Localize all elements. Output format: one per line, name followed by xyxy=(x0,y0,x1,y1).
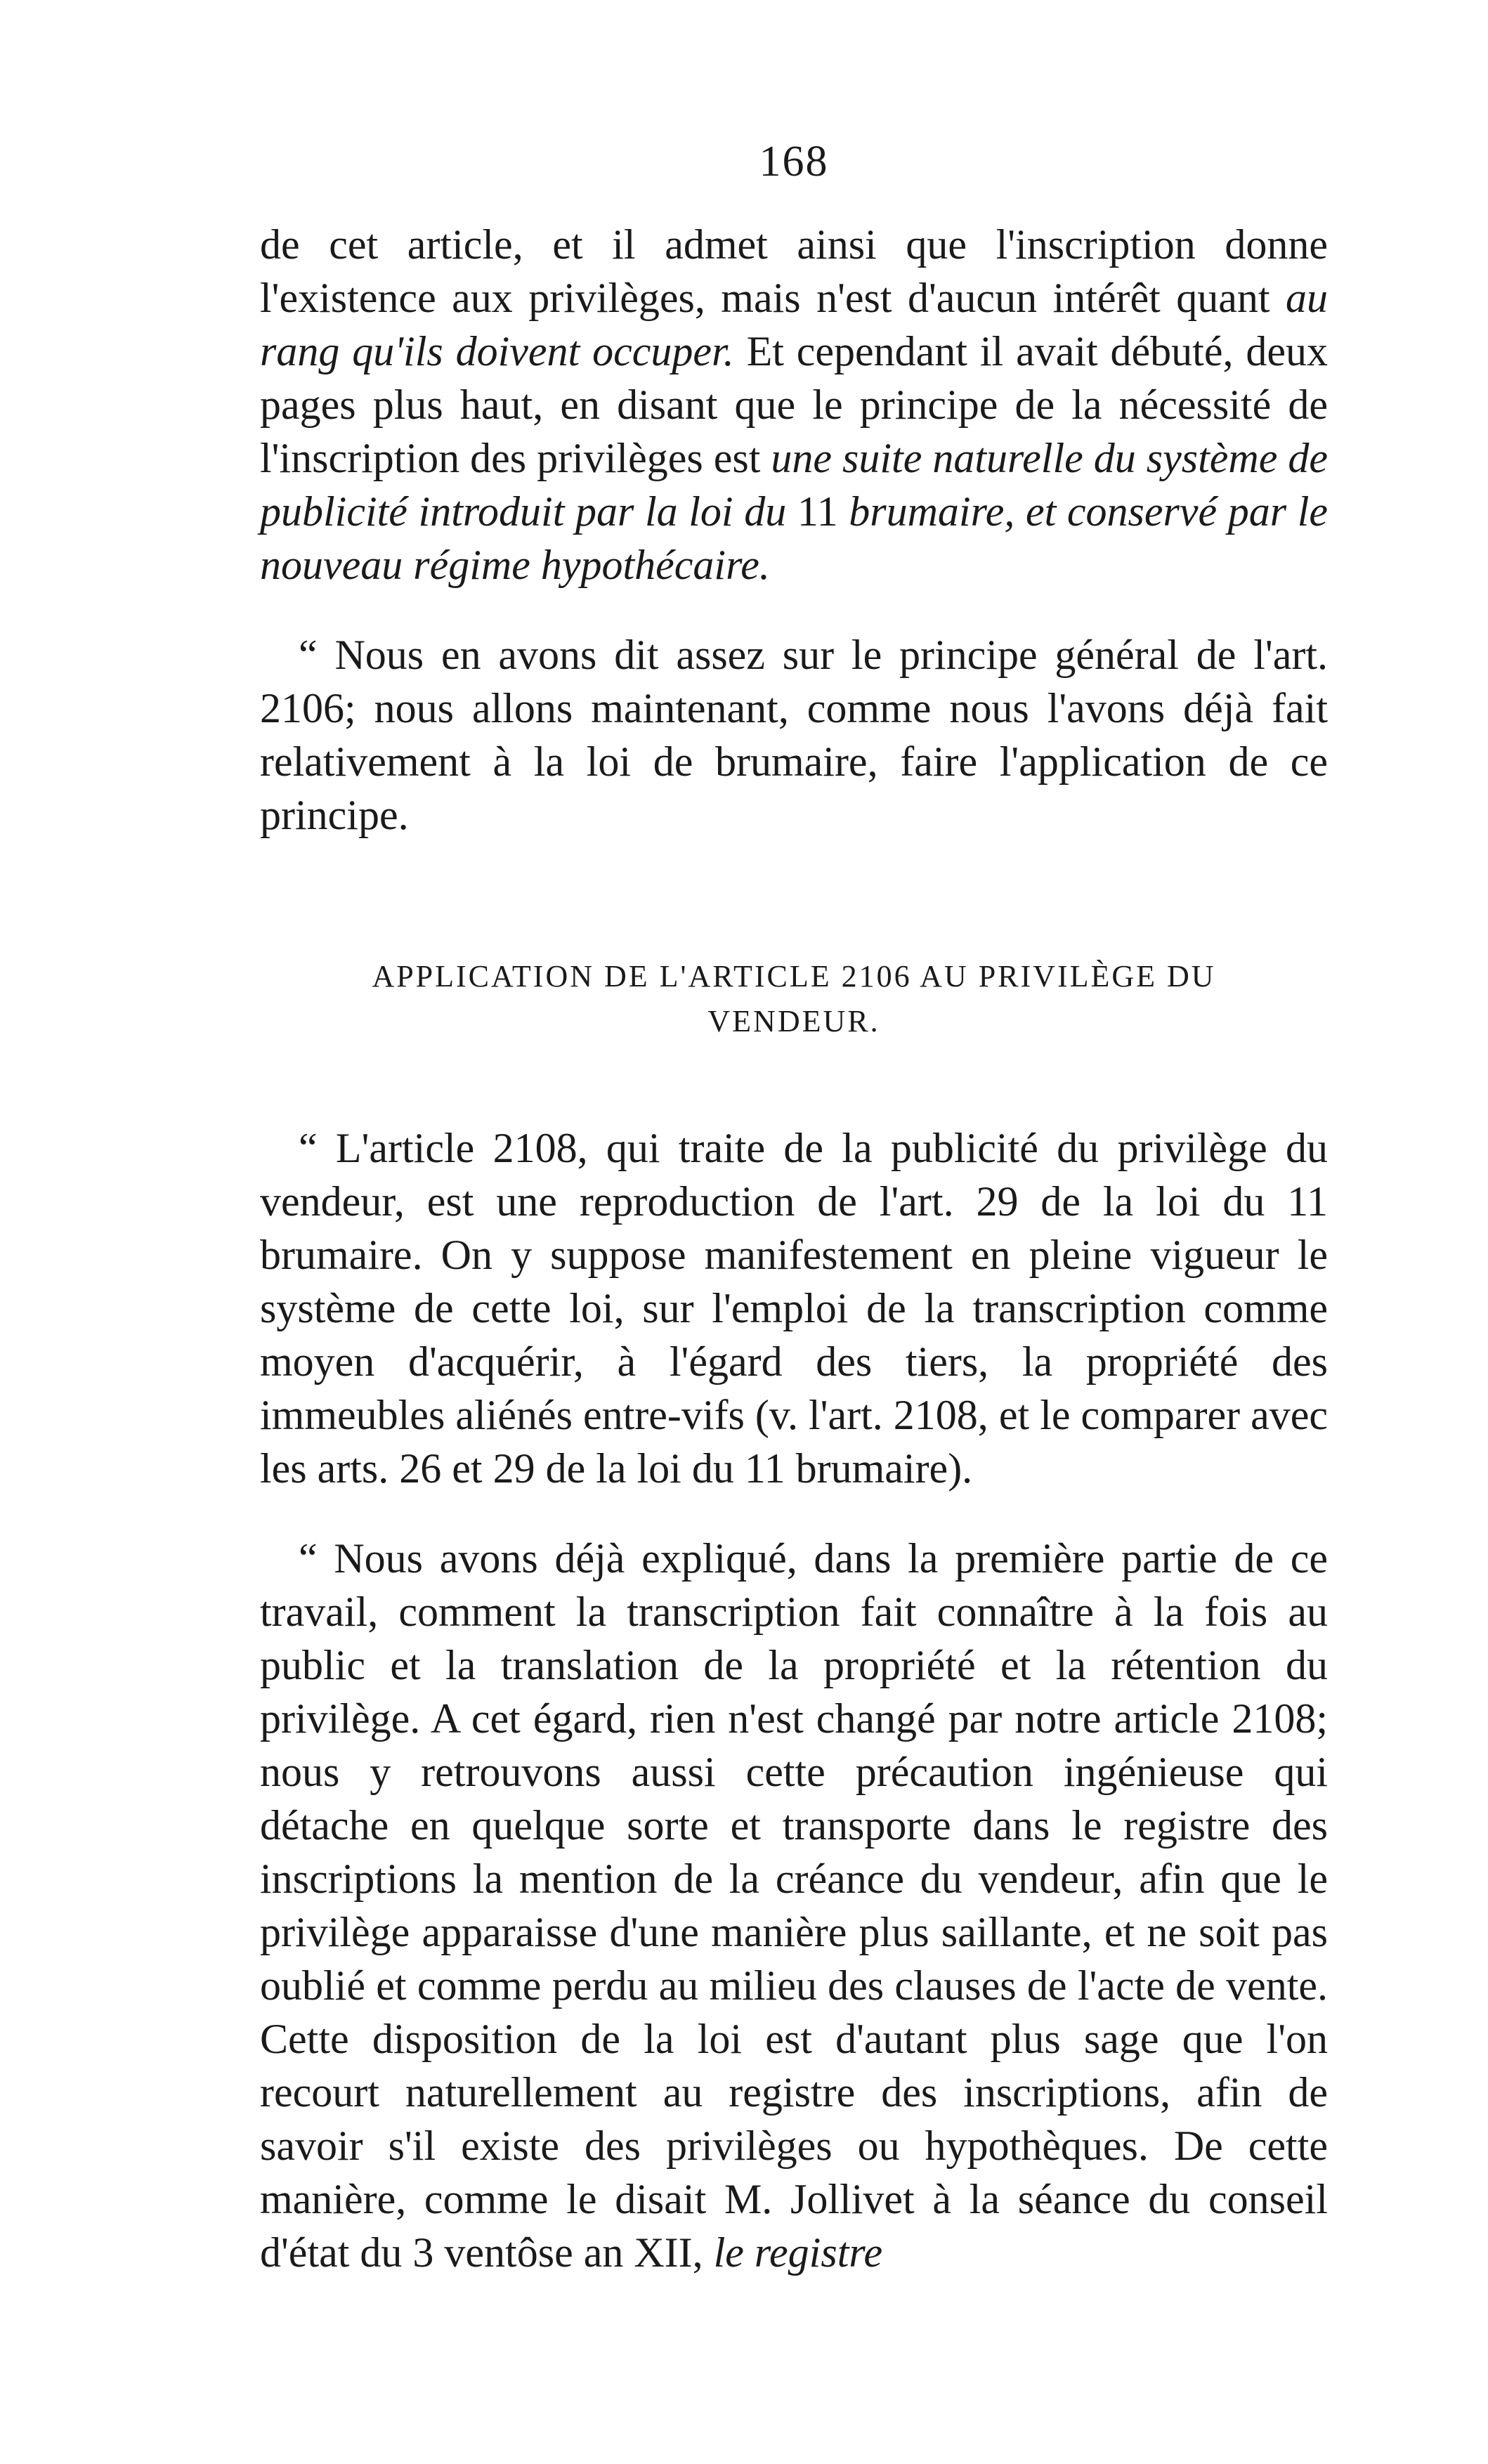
document-page xyxy=(260,133,1328,2279)
paragraph-4-text-1: “ Nous avons déjà expliqué, dans la première partie de ce travail, comment la transcription fait connaître à la fois au public et la translation de la propriété et la rétention du privilège. A cet égard, rien n'est changé par notre article 2108; nous y retrouvons aussi cette précaution ingénieuse qui détache en quelque sorte et transporte dans le registre des inscriptions la mention de la créance du vendeur, afin que le privilège apparaisse d'une manière plus saillante, et ne soit pas oublié et comme perdu au milieu des clauses de l'acte de vente. Cette disposition de la loi est d'autant plus sage que l'on recourt naturellement au registre des inscriptions, afin de savoir s'il existe des privilèges ou hypothèques. De cette manière, comme le disait M. Jollivet à la séance du conseil d'état du 3 ventôse an XII, xyxy=(260,1535,1328,2276)
paragraph-2: “ Nous en avons dit assez sur le principe général de l'art. 2106; nous allons maintenant, comme nous l'avons déjà fait relativement à la loi de brumaire, faire l'application de ce principe. xyxy=(260,632,1328,838)
paragraph-1 xyxy=(260,218,1328,592)
paragraph-1-italic-3: brumaire, et conservé par le nouveau régime hypothécaire. xyxy=(260,488,1328,588)
section-heading: APPLICATION DE L'ARTICLE 2106 AU PRIVILÈGE DU VENDEUR. xyxy=(372,959,1216,1038)
paragraph-1-italic-1: au rang qu'ils doivent occuper. xyxy=(260,275,1328,374)
paragraph-4-italic-1: le registre xyxy=(713,2229,883,2276)
paragraph-1-text-1: de cet article, et il admet ainsi que l'inscription donne l'existence aux privilèges, mais n'est d'aucun intérêt quant xyxy=(260,221,1328,321)
paragraph-4 xyxy=(260,1532,1328,2279)
page-number: 168 xyxy=(759,138,829,185)
paragraph-1-text-3: 11 xyxy=(786,488,849,535)
paragraph-1-text-2: Et cependant il avait débuté, deux pages plus haut, en disant que le principe de la nécessité de l'inscription des privilèges est xyxy=(260,328,1328,481)
paragraph-3: “ L'article 2108, qui traite de la publicité du privilège du vendeur, est une reproduction de l'art. 29 de la loi du 11 brumaire. On y suppose manifestement en pleine vigueur le système de cette loi, sur l'emploi de la transcription comme moyen d'acquérir, à l'égard des tiers, la propriété des immeubles aliénés entre-vifs (v. l'art. 2108, et le comparer avec les arts. 26 et 29 de la loi du 11 brumaire). xyxy=(260,1125,1328,1492)
paragraph-1-italic-2: une suite naturelle du système de publicité introduit par la loi du xyxy=(260,435,1328,535)
